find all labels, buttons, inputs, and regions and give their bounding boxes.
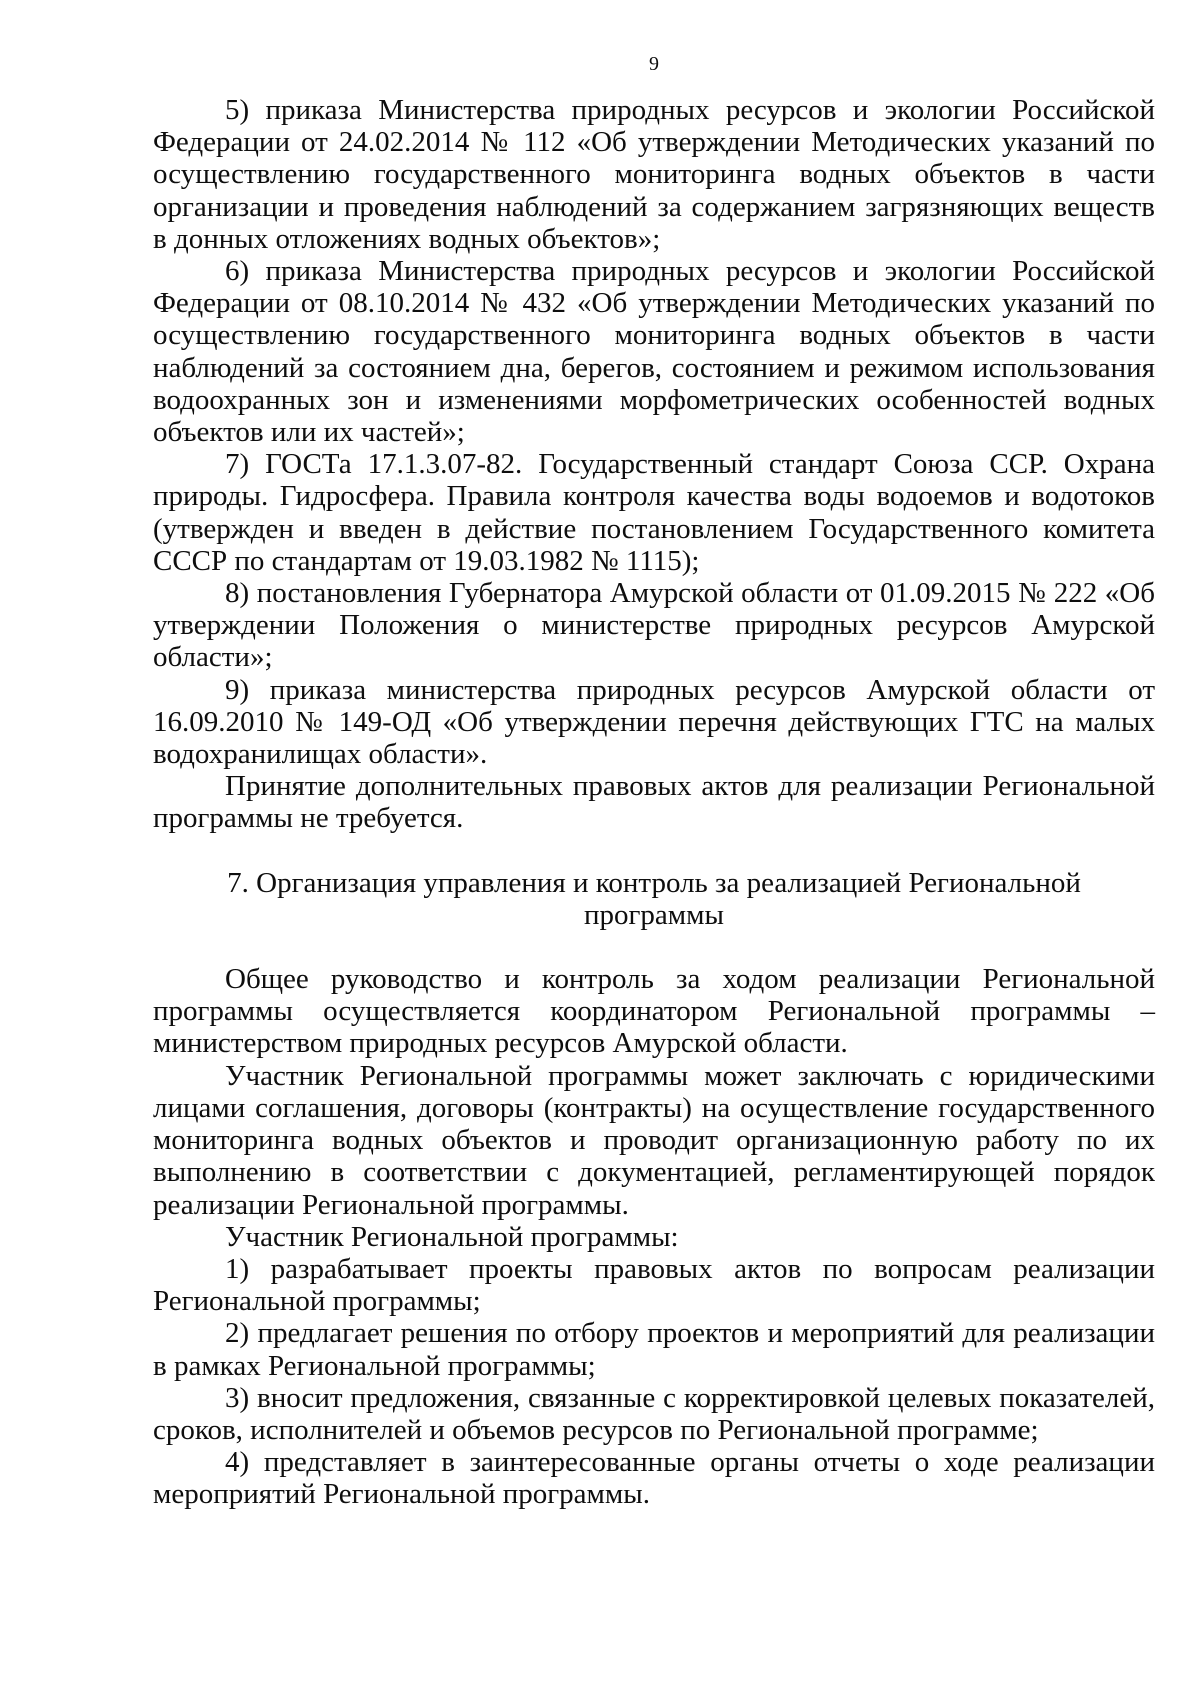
section-body [153,963,1155,1510]
section-heading-line-2: программы [584,898,724,931]
duty-item-4: 4) представляет в заинтересованные органы отчеты о ходе реализации мероприятий Региональной программы. [153,1446,1155,1511]
list-item-7: 7) ГОСТа 17.1.3.07-82. Государственный стандарт Союза ССР. Охрана природы. Гидросфера. Правила контроля качества воды водоемов и водотоков (утвержден и введен в действие постановлением Государственного комитета СССР по стандартам от 19.03.1982 № 1115); [153,448,1155,577]
general-management-paragraph: Общее руководство и контроль за ходом реализации Региональной программы осуществляется координатором Региональной программы – министерством природных ресурсов Амурской области. [153,963,1155,1060]
document-page [153,52,1155,1511]
legal-acts-list [153,94,1155,835]
list-item-9: 9) приказа министерства природных ресурсов Амурской области от 16.09.2010 № 149-ОД «Об утверждении перечня действующих ГТС на малых водохранилищах области». [153,673,1155,771]
participant-contracts-paragraph: Участник Региональной программы может заключать с юридическими лицами соглашения, договоры (контракты) на осуществление государственного мониторинга водных объектов и проводит организационную работу по их выполнению в соответствии с документацией, регламентирующей порядок реализации Региональной программы. [153,1059,1155,1221]
duty-item-1: 1) разрабатывает проекты правовых актов по вопросам реализации Региональной программы; [153,1252,1155,1318]
no-additional-acts-paragraph: Принятие дополнительных правовых актов для реализации Региональной программы не требуется. [153,770,1155,835]
participant-duties-intro: Участник Региональной программы: [225,1220,679,1253]
list-item-6: 6) приказа Министерства природных ресурсов и экологии Российской Федерации от 08.10.2014 № 432 «Об утверждении Методических указаний по осуществлению государственного мониторинга водных объектов в части наблюдений за состоянием дна, берегов, состоянием и режимом использования водоохранных зон и изменениями морфометрических особенностей водных объектов или их частей»; [153,255,1155,449]
section-heading [153,867,1155,931]
duty-item-3: 3) вносит предложения, связанные с корректировкой целевых показателей, сроков, исполнителей и объемов ресурсов по Региональной программе; [153,1381,1155,1446]
list-item-5: 5) приказа Министерства природных ресурсов и экологии Российской Федерации от 24.02.2014 № 112 «Об утверждении Методических указаний по осуществлению государственного мониторинга водных объектов в части организации и проведения наблюдений за содержанием загрязняющих веществ в донных отложениях водных объектов»; [153,94,1155,255]
duty-item-2: 2) предлагает решения по отбору проектов и мероприятий для реализации в рамках Региональной программы; [153,1317,1155,1382]
list-item-8: 8) постановления Губернатора Амурской области от 01.09.2015 № 222 «Об утверждении Положения о министерстве природных ресурсов Амурской области»; [153,577,1155,674]
page-number: 9 [649,53,659,75]
section-heading-line-1: 7. Организация управления и контроль за реализацией Региональной [227,866,1081,899]
